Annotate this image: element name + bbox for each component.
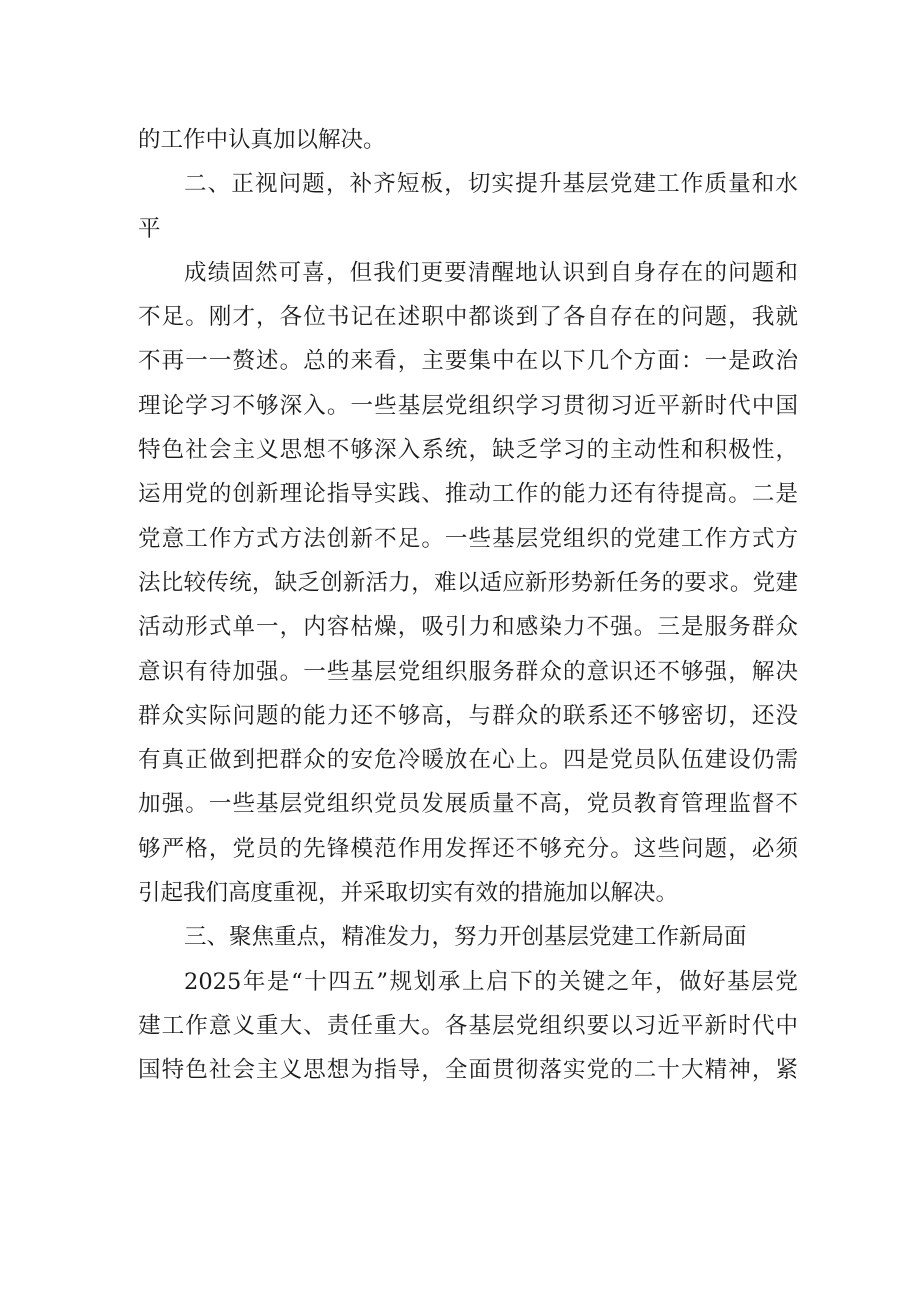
text-line: 不 再 一 一 赘 述 。 总 的 来 看 ， 主 要 集 中 在 以 下 几 个 方 面 ： 一 是 政 治 (138, 348, 798, 375)
text-line: 群 众 实 际 问 题 的 能 力 还 不 够 高 ， 与 群 众 的 联 系 还 不 够 密 切 ， 还 没 (138, 702, 798, 729)
text-line: 有 真 正 做 到 把 群 众 的 安 危 冷 暖 放 在 心 上 。 四 是 党 员 队 伍 建 设 仍 需 (138, 747, 798, 774)
text-line: 的工作中认真加以解决。 (138, 127, 386, 153)
text-line: 意 识 有 待 加 强 。 一 些 基 层 党 组 织 服 务 群 众 的 意 识 还 不 够 强 ， 解 决 (138, 658, 798, 685)
text-line: 理 论 学 习 不 够 深 入 。 一 些 基 层 党 组 织 学 习 贯 彻 习 近 平 新 时 代 中 国 (138, 392, 798, 419)
text-line: 不 足 。 刚 才 ， 各 位 书 记 在 述 职 中 都 谈 到 了 各 自 存 在 的 问 题 ， 我 就 (138, 304, 798, 331)
text-line: 二 、 正 视 问 题 ， 补 齐 短 板 ， 切 实 提 升 基 层 党 建 工 作 质 量 和 水 (184, 171, 798, 198)
text-line: 2025 年 是 “ 十 四 五 ” 规 划 承 上 启 下 的 关 键 之 年 ， 做 好 基 层 党 (184, 968, 798, 995)
text-line: 加 强 。 一 些 基 层 党 组 织 党 员 发 展 质 量 不 高 ， 党 员 教 育 管 理 监 督 不 (138, 791, 798, 818)
text-line: 够 严 格 ， 党 员 的 先 锋 模 范 作 用 发 挥 还 不 够 充 分 。 这 些 问 题 ， 必 须 (138, 835, 798, 862)
text-line: 国 特 色 社 会 主 义 思 想 为 指 导 ， 全 面 贯 彻 落 实 党 的 二 十 大 精 神 ， 紧 (138, 1057, 798, 1084)
text-line: 特 色 社 会 主 义 思 想 不 够 深 入 系 统 ， 缺 乏 学 习 的 主 动 性 和 积 极 性 ， (138, 437, 798, 464)
text-line: 建 工 作 意 义 重 大 、 责 任 重 大 。 各 基 层 党 组 织 要 以 习 近 平 新 时 代 中 (138, 1012, 798, 1039)
text-line: 平 (138, 215, 161, 242)
text-line: 引起我们高度重视，并采取切实有效的措施加以解决。 (138, 880, 679, 907)
text-line: 活 动 形 式 单 一 ， 内 容 枯 燥 ， 吸 引 力 和 感 染 力 不 强 。 三 是 服 务 群 众 (138, 614, 798, 641)
text-line: 三、聚焦重点，精准发力，努力开创基层党建工作新局面 (184, 924, 747, 951)
text-line: 法 比 较 传 统 ， 缺 乏 创 新 活 力 ， 难 以 适 应 新 形 势 新 任 务 的 要 求 。 党 建 (138, 569, 798, 596)
text-line: 党 意 工 作 方 式 方 法 创 新 不 足 。 一 些 基 层 党 组 织 的 党 建 工 作 方 式 方 (138, 525, 798, 552)
document-body (138, 118, 798, 1093)
text-line: 运 用 党 的 创 新 理 论 指 导 实 践 、 推 动 工 作 的 能 力 还 有 待 提 高 。 二 是 (138, 481, 798, 508)
text-line: 成 绩 固 然 可 喜 ， 但 我 们 更 要 清 醒 地 认 识 到 自 身 存 在 的 问 题 和 (184, 259, 798, 286)
